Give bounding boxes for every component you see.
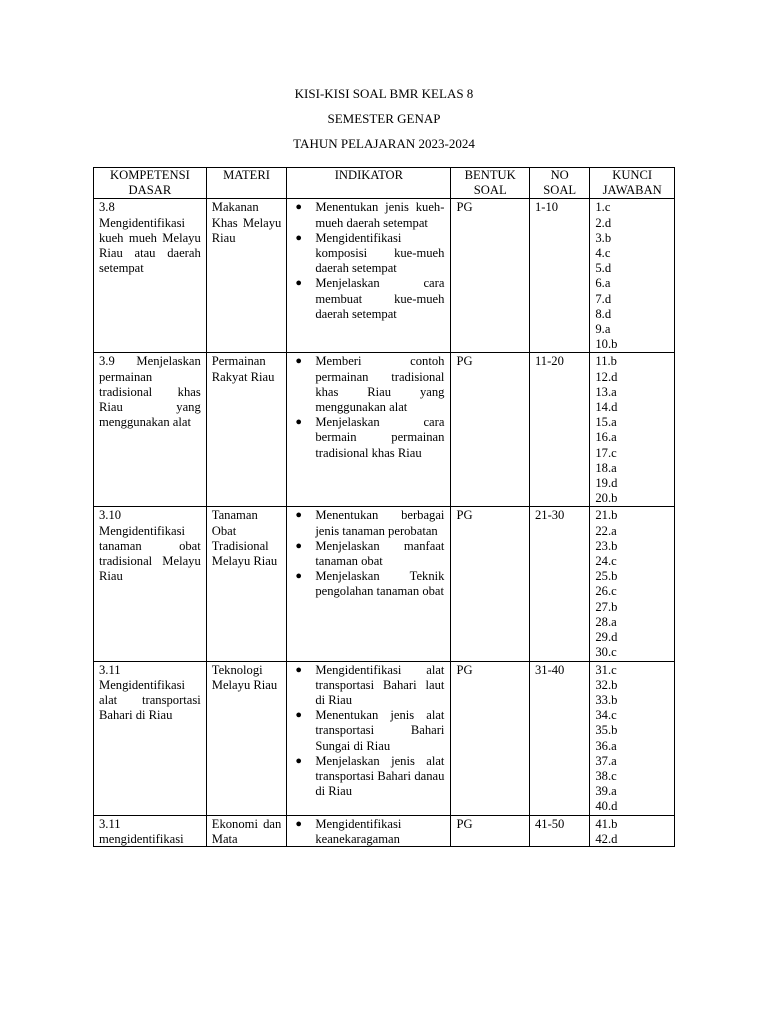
cell-no-soal <box>529 199 589 353</box>
no-soal-text: 31-40 <box>534 662 565 677</box>
header-no-soal: NO SOAL <box>529 168 589 199</box>
document-title-block <box>0 86 768 161</box>
cell-kompetensi-dasar <box>94 815 207 846</box>
title-line-2: SEMESTER GENAP <box>327 111 441 126</box>
list-item <box>295 200 445 230</box>
materi-text: Ekonomi dan Mata <box>211 816 282 846</box>
indikator-list <box>291 508 444 599</box>
kunci-item: 13.a <box>595 384 617 399</box>
list-item <box>295 508 445 538</box>
kunci-item: 16.a <box>595 430 617 445</box>
bentuk-soal-text: PG <box>456 508 473 523</box>
table-header-row <box>94 168 675 199</box>
kunci-item: 12.d <box>595 369 618 384</box>
table-row <box>94 199 675 353</box>
no-soal-text: 1-10 <box>534 200 559 215</box>
bullet-icon: ● <box>295 509 302 522</box>
kunci-item: 19.d <box>595 476 618 491</box>
indikator-list <box>291 354 444 460</box>
indikator-text: Menentukan berbagai jenis tanaman perobatan <box>315 508 445 538</box>
kunci-item: 24.c <box>595 554 617 569</box>
cell-no-soal <box>529 507 589 661</box>
indikator-text: Menentukan jenis alat transportasi Bahari Sungai di Riau <box>315 708 445 753</box>
bullet-icon: ● <box>295 663 302 676</box>
kunci-item: 42.d <box>595 831 618 846</box>
kunci-item: 23.b <box>595 538 618 553</box>
kompetensi-dasar-text: 3.11 mengidentifikasi <box>99 816 184 846</box>
kunci-item: 28.a <box>595 614 617 629</box>
no-soal-text: 41-50 <box>534 816 565 831</box>
kunci-item: 3.b <box>595 230 612 245</box>
kunci-item: 25.b <box>595 569 618 584</box>
list-item <box>295 354 445 415</box>
list-item <box>295 816 444 846</box>
table-row <box>94 661 675 815</box>
no-soal-text: 21-30 <box>534 508 565 523</box>
kunci-item: 11.b <box>595 354 617 369</box>
list-item <box>295 230 445 277</box>
indikator-text: Menjelaskan cara bermain permainan tradisional khas Riau <box>315 415 445 460</box>
kunci-item: 36.a <box>595 738 617 753</box>
header-kompetensi-dasar: KOMPETENSI DASAR <box>94 168 207 199</box>
cell-kompetensi-dasar <box>94 507 207 661</box>
bullet-icon: ● <box>295 570 302 583</box>
cell-materi <box>206 661 287 815</box>
cell-bentuk-soal <box>451 815 530 846</box>
list-item <box>295 276 445 322</box>
kisi-kisi-table <box>93 167 675 847</box>
kompetensi-dasar-text: 3.9 Menjelaskan permainan tradisional khas Riau yang menggunakan alat <box>99 354 201 430</box>
cell-kunci-jawaban <box>590 661 675 815</box>
cell-no-soal <box>529 815 589 846</box>
kunci-item: 34.c <box>595 708 617 723</box>
bullet-icon: ● <box>295 416 302 429</box>
cell-kunci-jawaban <box>590 199 675 353</box>
kunci-item: 41.b <box>595 816 618 831</box>
title-line-1: KISI-KISI SOAL BMR KELAS 8 <box>294 86 474 101</box>
cell-indikator <box>287 353 451 507</box>
list-item <box>295 753 445 800</box>
indikator-text: Mengidentifikasi alat transportasi Bahari laut di Riau <box>315 662 445 707</box>
cell-indikator <box>287 815 451 846</box>
kunci-item: 27.b <box>595 599 618 614</box>
kunci-item: 38.c <box>595 768 617 783</box>
bentuk-soal-text: PG <box>456 200 473 215</box>
kunci-item: 4.c <box>595 246 611 261</box>
cell-kunci-jawaban <box>590 815 675 846</box>
bullet-icon: ● <box>295 539 302 552</box>
kunci-item: 32.b <box>595 677 618 692</box>
cell-bentuk-soal <box>451 199 530 353</box>
cell-materi <box>206 815 287 846</box>
header-bentuk-soal: BENTUK SOAL <box>451 168 530 199</box>
kunci-item: 8.d <box>595 306 612 321</box>
indikator-text: Mengidentifikasi komposisi kue-mueh daerah setempat <box>315 230 445 276</box>
kunci-item: 31.c <box>595 662 617 677</box>
cell-bentuk-soal <box>451 353 530 507</box>
bentuk-soal-text: PG <box>456 816 473 831</box>
cell-indikator <box>287 507 451 661</box>
kunci-item: 6.a <box>595 276 611 291</box>
kompetensi-dasar-text: 3.8 Mengidentifikasi kueh mueh Melayu Riau atau daerah setempat <box>99 200 201 276</box>
table-row <box>94 507 675 661</box>
kunci-item: 5.d <box>595 261 612 276</box>
kunci-item: 14.d <box>595 400 618 415</box>
cell-bentuk-soal <box>451 661 530 815</box>
list-item <box>295 415 445 461</box>
kunci-item: 10.b <box>595 337 618 352</box>
materi-text: Teknologi Melayu Riau <box>211 662 278 692</box>
header-kunci-jawaban: KUNCI JAWABAN <box>590 168 675 199</box>
indikator-text: Memberi contoh permainan tradisional khas Riau yang menggunakan alat <box>315 354 445 415</box>
cell-indikator <box>287 661 451 815</box>
materi-text: Permainan Rakyat Riau <box>211 354 275 384</box>
list-item <box>295 538 445 569</box>
header-materi: MATERI <box>206 168 287 199</box>
table-row <box>94 353 675 507</box>
list-item <box>295 708 445 754</box>
cell-materi <box>206 353 287 507</box>
title-line-3: TAHUN PELAJARAN 2023-2024 <box>293 136 475 151</box>
indikator-list <box>291 663 444 800</box>
indikator-text: Menjelaskan cara membuat kue-mueh daerah setempat <box>315 276 445 321</box>
kunci-item: 18.a <box>595 460 617 475</box>
bullet-icon: ● <box>295 355 302 368</box>
cell-kompetensi-dasar <box>94 353 207 507</box>
kunci-item: 9.a <box>595 322 611 337</box>
bentuk-soal-text: PG <box>456 662 473 677</box>
bullet-icon: ● <box>295 201 302 214</box>
table-row <box>94 815 675 846</box>
materi-text: Tanaman Obat Tradisional Melayu Riau <box>211 508 278 569</box>
cell-no-soal <box>529 661 589 815</box>
indikator-text: Menjelaskan Teknik pengolahan tanaman obat <box>315 569 445 599</box>
cell-kunci-jawaban <box>590 507 675 661</box>
indikator-list <box>291 200 444 322</box>
kunci-item: 40.d <box>595 799 618 814</box>
indikator-text: Menentukan jenis kueh-mueh daerah setempat <box>315 200 445 230</box>
cell-bentuk-soal <box>451 507 530 661</box>
kunci-item: 1.c <box>595 200 611 215</box>
bullet-icon: ● <box>295 277 302 290</box>
cell-materi <box>206 199 287 353</box>
kunci-item: 20.b <box>595 491 618 506</box>
kunci-item: 39.a <box>595 784 617 799</box>
no-soal-text: 11-20 <box>534 354 564 369</box>
kunci-item: 21.b <box>595 508 618 523</box>
indikator-text: Menjelaskan manfaat tanaman obat <box>315 538 445 569</box>
bentuk-soal-text: PG <box>456 354 473 369</box>
kunci-item: 7.d <box>595 291 612 306</box>
kunci-item: 29.d <box>595 630 618 645</box>
bullet-icon: ● <box>295 754 302 767</box>
table-body <box>94 199 675 846</box>
bullet-icon: ● <box>295 231 302 244</box>
bullet-icon: ● <box>295 817 302 830</box>
kunci-item: 22.a <box>595 523 617 538</box>
kunci-item: 30.c <box>595 645 617 660</box>
indikator-text: Mengidentifikasi keanekaragaman <box>315 816 402 846</box>
kunci-item: 17.c <box>595 445 617 460</box>
list-item <box>295 569 445 599</box>
kunci-item: 2.d <box>595 215 612 230</box>
kunci-item: 37.a <box>595 753 617 768</box>
indikator-list <box>291 817 444 846</box>
kunci-item: 26.c <box>595 584 617 599</box>
cell-kompetensi-dasar <box>94 661 207 815</box>
kunci-item: 35.b <box>595 723 618 738</box>
cell-kompetensi-dasar <box>94 199 207 353</box>
header-indikator: INDIKATOR <box>287 168 451 199</box>
cell-materi <box>206 507 287 661</box>
materi-text: Makanan Khas Melayu Riau <box>211 200 282 245</box>
indikator-text: Menjelaskan jenis alat transportasi Bahari danau di Riau <box>315 753 445 799</box>
bullet-icon: ● <box>295 709 302 722</box>
kunci-item: 15.a <box>595 415 617 430</box>
kunci-item: 33.b <box>595 692 618 707</box>
cell-no-soal <box>529 353 589 507</box>
kompetensi-dasar-text: 3.10 Mengidentifikasi tanaman obat tradisional Melayu Riau <box>99 508 201 584</box>
cell-kunci-jawaban <box>590 353 675 507</box>
cell-indikator <box>287 199 451 353</box>
list-item <box>295 662 445 709</box>
kompetensi-dasar-text: 3.11 Mengidentifikasi alat transportasi Bahari di Riau <box>99 662 201 723</box>
